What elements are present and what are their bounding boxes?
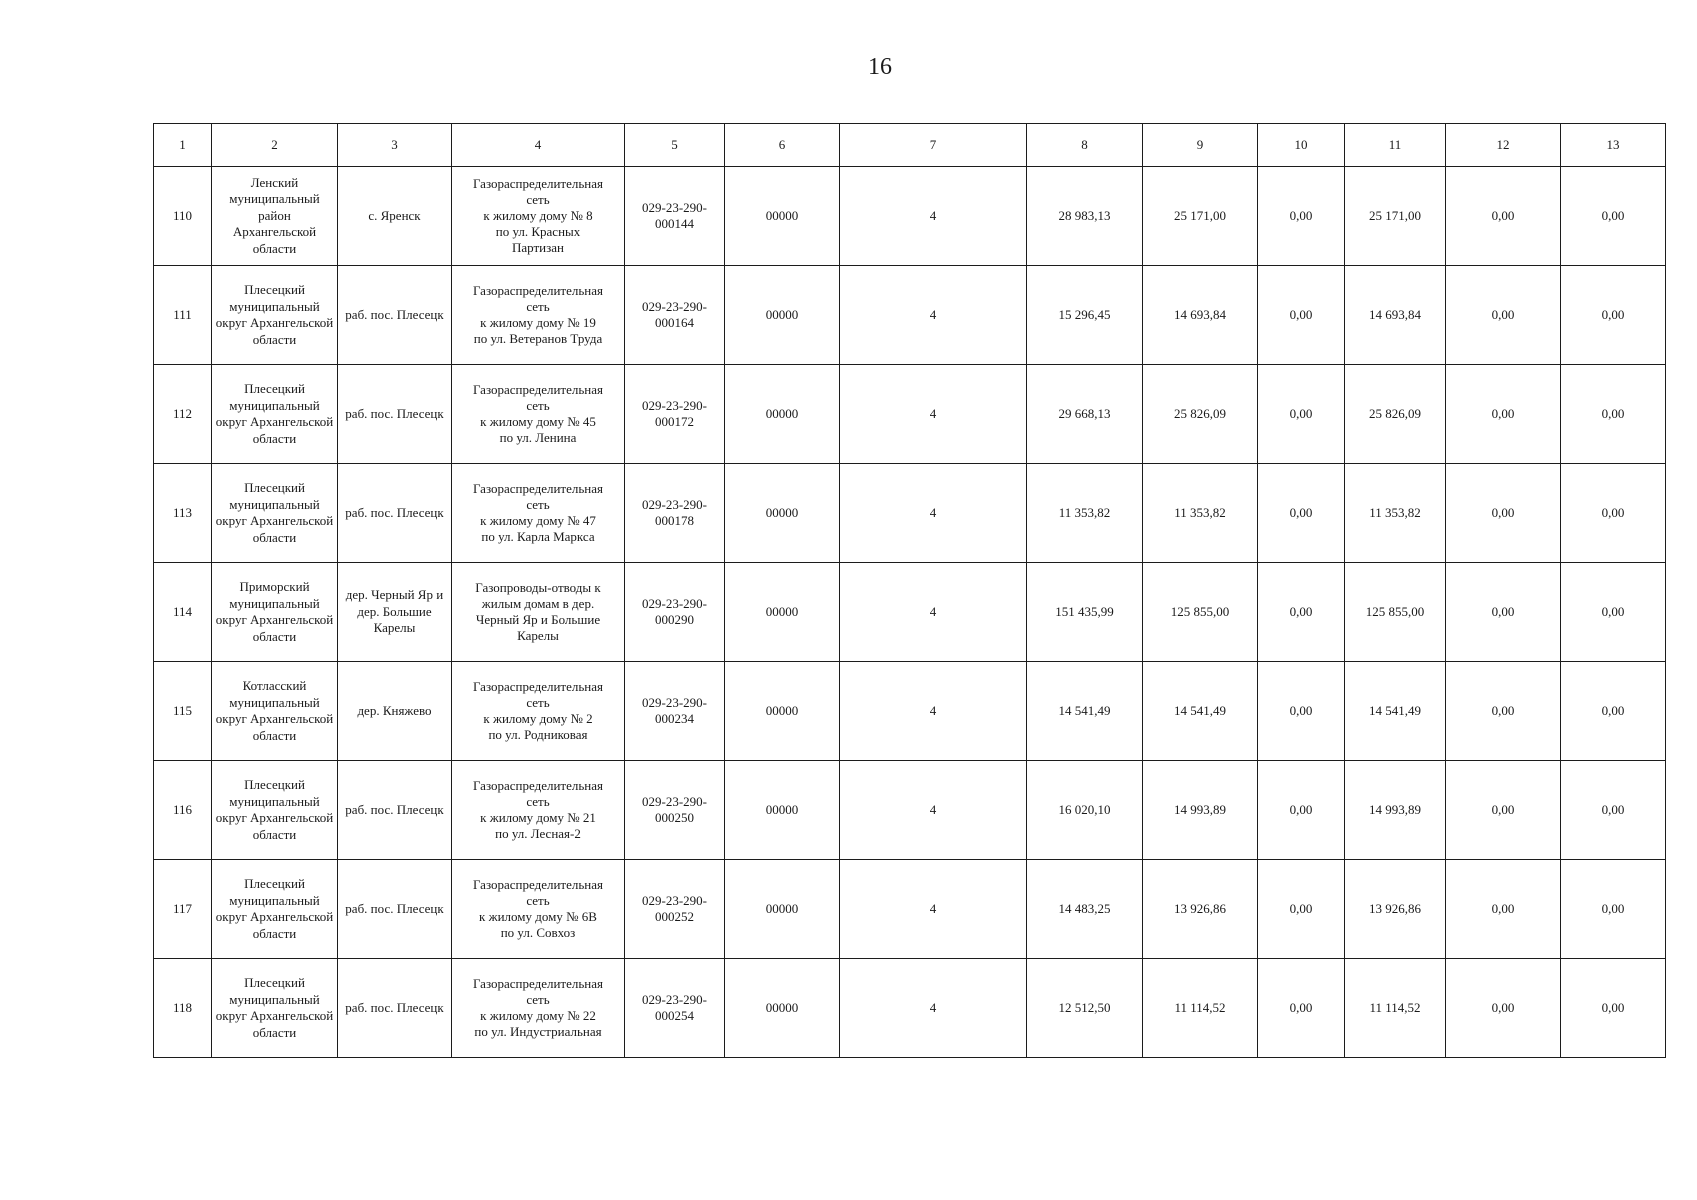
cell-line: по ул. Родниковая bbox=[488, 727, 588, 742]
col6-cell: 00000 bbox=[725, 365, 840, 464]
header-cell-1: 1 bbox=[154, 124, 212, 167]
header-cell-3: 3 bbox=[338, 124, 452, 167]
cell-line: 000234 bbox=[655, 711, 694, 726]
cell-line: сеть bbox=[526, 192, 550, 207]
municipality-cell: Ленский муниципальный район Архангельской области bbox=[212, 167, 338, 266]
col10-value-cell: 0,00 bbox=[1258, 563, 1345, 662]
table-row bbox=[154, 464, 1666, 563]
registry-code-cell bbox=[625, 563, 725, 662]
cell-line: сеть bbox=[526, 794, 550, 809]
municipality-cell: Плесецкий муниципальный округ Архангельской области bbox=[212, 365, 338, 464]
col6-cell: 00000 bbox=[725, 860, 840, 959]
row-number: 116 bbox=[154, 761, 212, 860]
municipality-cell: Плесецкий муниципальный округ Архангельской области bbox=[212, 464, 338, 563]
municipality-cell: Котласский муниципальный округ Архангельской области bbox=[212, 662, 338, 761]
municipality-cell: Приморский муниципальный округ Архангельской области bbox=[212, 563, 338, 662]
row-number: 118 bbox=[154, 959, 212, 1058]
col6-cell: 00000 bbox=[725, 266, 840, 365]
col13-value-cell: 0,00 bbox=[1561, 761, 1666, 860]
header-cell-5: 5 bbox=[625, 124, 725, 167]
col6-cell: 00000 bbox=[725, 761, 840, 860]
cell-line: 029-23-290- bbox=[642, 595, 707, 611]
col11-value-cell: 25 826,09 bbox=[1345, 365, 1446, 464]
object-name-cell bbox=[452, 662, 625, 761]
col10-value-cell: 0,00 bbox=[1258, 959, 1345, 1058]
object-name-cell bbox=[452, 365, 625, 464]
settlement-cell: раб. пос. Плесецк bbox=[338, 860, 452, 959]
cell-line: 029-23-290- bbox=[642, 892, 707, 908]
cell-line: сеть bbox=[526, 695, 550, 710]
municipality-cell: Плесецкий муниципальный округ Архангельской области bbox=[212, 959, 338, 1058]
settlement-cell: с. Яренск bbox=[338, 167, 452, 266]
cell-line: 000250 bbox=[655, 810, 694, 825]
col9-value-cell: 14 693,84 bbox=[1143, 266, 1258, 365]
table-row bbox=[154, 959, 1666, 1058]
registry-code-cell bbox=[625, 167, 725, 266]
col12-value-cell: 0,00 bbox=[1446, 959, 1561, 1058]
col6-cell: 00000 bbox=[725, 167, 840, 266]
col8-value-cell: 151 435,99 bbox=[1027, 563, 1143, 662]
col8-value-cell: 15 296,45 bbox=[1027, 266, 1143, 365]
col13-value-cell: 0,00 bbox=[1561, 959, 1666, 1058]
settlement-cell: дер. Княжево bbox=[338, 662, 452, 761]
registry-code-cell bbox=[625, 365, 725, 464]
col7-cell: 4 bbox=[840, 959, 1027, 1058]
col11-value-cell: 11 114,52 bbox=[1345, 959, 1446, 1058]
cell-line: Партизан bbox=[512, 240, 564, 255]
col9-value-cell: 125 855,00 bbox=[1143, 563, 1258, 662]
row-number: 115 bbox=[154, 662, 212, 761]
row-number: 114 bbox=[154, 563, 212, 662]
col8-value-cell: 14 541,49 bbox=[1027, 662, 1143, 761]
col12-value-cell: 0,00 bbox=[1446, 860, 1561, 959]
col10-value-cell: 0,00 bbox=[1258, 662, 1345, 761]
cell-line: к жилому дому № 22 bbox=[480, 1008, 596, 1023]
col11-value-cell: 25 171,00 bbox=[1345, 167, 1446, 266]
col9-value-cell: 14 993,89 bbox=[1143, 761, 1258, 860]
col9-value-cell: 25 826,09 bbox=[1143, 365, 1258, 464]
municipality-cell: Плесецкий муниципальный округ Архангельской области bbox=[212, 761, 338, 860]
col9-value-cell: 13 926,86 bbox=[1143, 860, 1258, 959]
col12-value-cell: 0,00 bbox=[1446, 266, 1561, 365]
col10-value-cell: 0,00 bbox=[1258, 365, 1345, 464]
cell-line: 029-23-290- bbox=[642, 991, 707, 1007]
cell-line: 000178 bbox=[655, 513, 694, 528]
table-row bbox=[154, 662, 1666, 761]
cell-line: по ул. Ленина bbox=[499, 430, 577, 445]
col8-value-cell: 12 512,50 bbox=[1027, 959, 1143, 1058]
col7-cell: 4 bbox=[840, 761, 1027, 860]
cell-line: к жилому дому № 21 bbox=[480, 810, 596, 825]
cell-line: 029-23-290- bbox=[642, 298, 707, 314]
cell-line: Газораспределительная bbox=[472, 283, 604, 298]
col12-value-cell: 0,00 bbox=[1446, 662, 1561, 761]
settlement-cell: дер. Черный Яр и дер. Большие Карелы bbox=[338, 563, 452, 662]
cell-line: Газораспределительная bbox=[472, 679, 604, 694]
cell-line: жилым домам в дер. bbox=[481, 596, 595, 611]
registry-code-cell bbox=[625, 959, 725, 1058]
col11-value-cell: 11 353,82 bbox=[1345, 464, 1446, 563]
col12-value-cell: 0,00 bbox=[1446, 464, 1561, 563]
cell-line: 000252 bbox=[655, 909, 694, 924]
header-cell-7: 7 bbox=[840, 124, 1027, 167]
col13-value-cell: 0,00 bbox=[1561, 167, 1666, 266]
cell-line: 000172 bbox=[655, 414, 694, 429]
col7-cell: 4 bbox=[840, 860, 1027, 959]
col11-value-cell: 14 993,89 bbox=[1345, 761, 1446, 860]
col6-cell: 00000 bbox=[725, 959, 840, 1058]
municipality-cell: Плесецкий муниципальный округ Архангельской области bbox=[212, 860, 338, 959]
col8-value-cell: 11 353,82 bbox=[1027, 464, 1143, 563]
settlement-cell: раб. пос. Плесецк bbox=[338, 365, 452, 464]
col12-value-cell: 0,00 bbox=[1446, 167, 1561, 266]
cell-line: 029-23-290- bbox=[642, 496, 707, 512]
col11-value-cell: 14 541,49 bbox=[1345, 662, 1446, 761]
header-cell-13: 13 bbox=[1561, 124, 1666, 167]
col8-value-cell: 29 668,13 bbox=[1027, 365, 1143, 464]
col13-value-cell: 0,00 bbox=[1561, 365, 1666, 464]
col9-value-cell: 11 114,52 bbox=[1143, 959, 1258, 1058]
col13-value-cell: 0,00 bbox=[1561, 464, 1666, 563]
cell-line: Черный Яр и Большие bbox=[475, 612, 601, 627]
cell-line: Карелы bbox=[517, 628, 559, 643]
cell-line: к жилому дому № 2 bbox=[483, 711, 593, 726]
table-row bbox=[154, 761, 1666, 860]
header-cell-2: 2 bbox=[212, 124, 338, 167]
cell-line: сеть bbox=[526, 497, 550, 512]
table-row bbox=[154, 365, 1666, 464]
cell-line: Газораспределительная bbox=[472, 877, 604, 892]
row-number: 113 bbox=[154, 464, 212, 563]
cell-line: 000144 bbox=[655, 216, 694, 231]
col7-cell: 4 bbox=[840, 563, 1027, 662]
object-name-cell bbox=[452, 761, 625, 860]
header-cell-12: 12 bbox=[1446, 124, 1561, 167]
page-number: 16 bbox=[868, 54, 892, 80]
cell-line: к жилому дому № 6В bbox=[479, 909, 597, 924]
cell-line: Газораспределительная bbox=[472, 382, 604, 397]
object-name-cell bbox=[452, 266, 625, 365]
settlement-cell: раб. пос. Плесецк bbox=[338, 761, 452, 860]
cell-line: 029-23-290- bbox=[642, 793, 707, 809]
header-row bbox=[154, 124, 1666, 167]
row-number: 110 bbox=[154, 167, 212, 266]
cell-line: 029-23-290- bbox=[642, 199, 707, 215]
cell-line: по ул. Красных bbox=[495, 224, 581, 239]
cell-line: сеть bbox=[526, 299, 550, 314]
col10-value-cell: 0,00 bbox=[1258, 761, 1345, 860]
cell-line: Газораспределительная bbox=[472, 976, 604, 991]
cell-line: к жилому дому № 8 bbox=[483, 208, 593, 223]
registry-code-cell bbox=[625, 662, 725, 761]
col11-value-cell: 13 926,86 bbox=[1345, 860, 1446, 959]
col13-value-cell: 0,00 bbox=[1561, 662, 1666, 761]
col11-value-cell: 14 693,84 bbox=[1345, 266, 1446, 365]
table-row bbox=[154, 563, 1666, 662]
object-name-cell bbox=[452, 860, 625, 959]
settlement-cell: раб. пос. Плесецк bbox=[338, 959, 452, 1058]
registry-code-cell bbox=[625, 761, 725, 860]
col9-value-cell: 11 353,82 bbox=[1143, 464, 1258, 563]
table-row bbox=[154, 167, 1666, 266]
header-cell-10: 10 bbox=[1258, 124, 1345, 167]
header-cell-11: 11 bbox=[1345, 124, 1446, 167]
registry-code-cell bbox=[625, 266, 725, 365]
object-name-cell bbox=[452, 167, 625, 266]
cell-line: 000290 bbox=[655, 612, 694, 627]
col10-value-cell: 0,00 bbox=[1258, 464, 1345, 563]
object-name-cell bbox=[452, 959, 625, 1058]
col7-cell: 4 bbox=[840, 662, 1027, 761]
col7-cell: 4 bbox=[840, 167, 1027, 266]
object-name-cell bbox=[452, 464, 625, 563]
settlement-cell: раб. пос. Плесецк bbox=[338, 464, 452, 563]
col10-value-cell: 0,00 bbox=[1258, 860, 1345, 959]
col7-cell: 4 bbox=[840, 365, 1027, 464]
col10-value-cell: 0,00 bbox=[1258, 167, 1345, 266]
col7-cell: 4 bbox=[840, 266, 1027, 365]
cell-line: к жилому дому № 19 bbox=[480, 315, 596, 330]
row-number: 112 bbox=[154, 365, 212, 464]
cell-line: по ул. Совхоз bbox=[500, 925, 576, 940]
cell-line: 000164 bbox=[655, 315, 694, 330]
col10-value-cell: 0,00 bbox=[1258, 266, 1345, 365]
cell-line: Газораспределительная bbox=[472, 778, 604, 793]
cell-line: к жилому дому № 47 bbox=[480, 513, 596, 528]
cell-line: по ул. Индустриальная bbox=[474, 1024, 602, 1039]
col12-value-cell: 0,00 bbox=[1446, 761, 1561, 860]
col13-value-cell: 0,00 bbox=[1561, 266, 1666, 365]
cell-line: сеть bbox=[526, 893, 550, 908]
cell-line: 029-23-290- bbox=[642, 694, 707, 710]
cell-line: Газораспределительная bbox=[472, 176, 604, 191]
col13-value-cell: 0,00 bbox=[1561, 860, 1666, 959]
header-cell-9: 9 bbox=[1143, 124, 1258, 167]
col11-value-cell: 125 855,00 bbox=[1345, 563, 1446, 662]
col9-value-cell: 25 171,00 bbox=[1143, 167, 1258, 266]
registry-code-cell bbox=[625, 860, 725, 959]
header-cell-6: 6 bbox=[725, 124, 840, 167]
cell-line: по ул. Ветеранов Труда bbox=[473, 331, 603, 346]
table-row bbox=[154, 266, 1666, 365]
col12-value-cell: 0,00 bbox=[1446, 365, 1561, 464]
col6-cell: 00000 bbox=[725, 662, 840, 761]
registry-code-cell bbox=[625, 464, 725, 563]
header-cell-4: 4 bbox=[452, 124, 625, 167]
cell-line: Газораспределительная bbox=[472, 481, 604, 496]
cell-line: 000254 bbox=[655, 1008, 694, 1023]
col7-cell: 4 bbox=[840, 464, 1027, 563]
municipality-cell: Плесецкий муниципальный округ Архангельской области bbox=[212, 266, 338, 365]
table-row bbox=[154, 860, 1666, 959]
cell-line: Газопроводы-отводы к bbox=[475, 580, 601, 595]
header-cell-8: 8 bbox=[1027, 124, 1143, 167]
cell-line: 029-23-290- bbox=[642, 397, 707, 413]
settlement-cell: раб. пос. Плесецк bbox=[338, 266, 452, 365]
col13-value-cell: 0,00 bbox=[1561, 563, 1666, 662]
table-body bbox=[154, 167, 1666, 1058]
cell-line: сеть bbox=[526, 398, 550, 413]
data-table bbox=[153, 123, 1666, 1058]
col8-value-cell: 16 020,10 bbox=[1027, 761, 1143, 860]
col8-value-cell: 14 483,25 bbox=[1027, 860, 1143, 959]
row-number: 117 bbox=[154, 860, 212, 959]
col8-value-cell: 28 983,13 bbox=[1027, 167, 1143, 266]
object-name-cell bbox=[452, 563, 625, 662]
col6-cell: 00000 bbox=[725, 563, 840, 662]
cell-line: по ул. Карла Маркса bbox=[481, 529, 595, 544]
col6-cell: 00000 bbox=[725, 464, 840, 563]
row-number: 111 bbox=[154, 266, 212, 365]
cell-line: по ул. Лесная-2 bbox=[495, 826, 581, 841]
cell-line: сеть bbox=[526, 992, 550, 1007]
cell-line: к жилому дому № 45 bbox=[480, 414, 596, 429]
col9-value-cell: 14 541,49 bbox=[1143, 662, 1258, 761]
col12-value-cell: 0,00 bbox=[1446, 563, 1561, 662]
